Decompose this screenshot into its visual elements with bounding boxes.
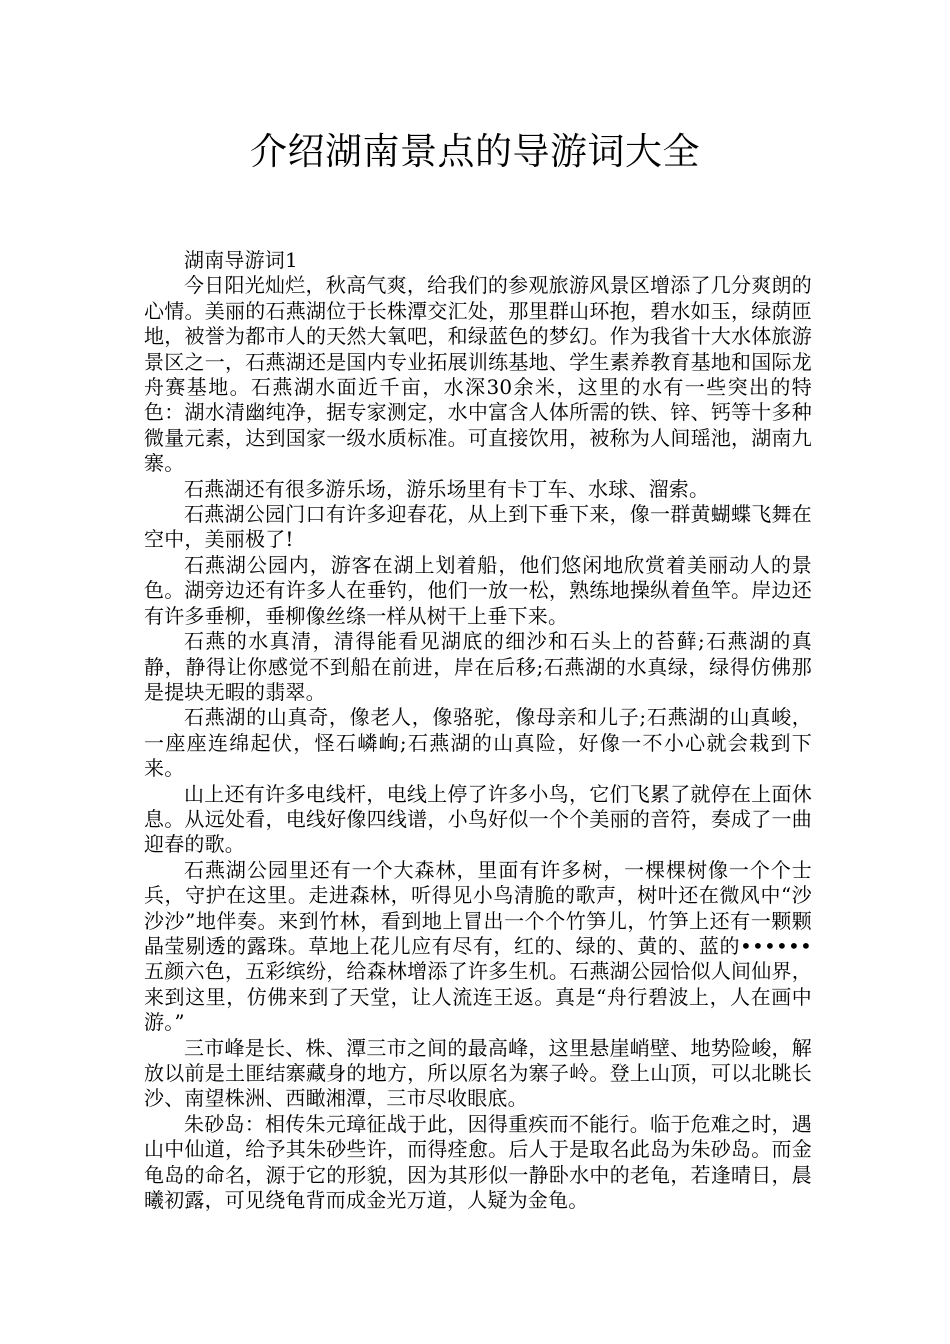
- paragraph: 石燕湖的山真奇，像老人，像骆驼，像母亲和儿子;石燕湖的山真峻，一座座连绵起伏，怪石嶙峋;石燕湖的山真险，好像一不小心就会栽到下来。: [144, 705, 812, 781]
- document-body: [144, 248, 812, 1213]
- paragraph: 石燕的水真清，清得能看见湖底的细沙和石头上的苔藓;石燕湖的真静，静得让你感觉不到船在前进，岸在后移;石燕湖的水真绿，绿得仿佛那是提块无暇的翡翠。: [144, 629, 812, 704]
- paragraph: 石燕湖公园门口有许多迎春花，从上到下垂下来，像一群黄蝴蝶飞舞在空中，美丽极了!: [144, 502, 812, 552]
- paragraph: 山上还有许多电线杆，电线上停了许多小鸟，它们飞累了就停在上面休息。从远处看，电线好像四线谱，小鸟好似一个个美丽的音符，奏成了一曲迎春的歌。: [144, 781, 812, 857]
- document-title: 介绍湖南景点的导游词大全: [250, 130, 700, 173]
- paragraph: 石燕湖还有很多游乐场，游乐场里有卡丁车、水球、溜索。: [184, 476, 710, 501]
- paragraph: 石燕湖公园内，游客在湖上划着船，他们悠闲地欣赏着美丽动人的景色。湖旁边还有许多人在垂钓，他们一放一松，熟练地操纵着鱼竿。岸边还有许多垂柳，垂柳像丝绦一样从树干上垂下来。: [144, 552, 812, 628]
- paragraph: 朱砂岛：相传朱元璋征战于此，因得重疾而不能行。临于危难之时，遇山中仙道，给予其朱砂些许，而得痊愈。后人于是取名此岛为朱砂岛。而金龟岛的命名，源于它的形貌，因为其形似一静卧水中的老龟，若逢晴日，晨曦初露，可见绕龟背而成金光万道，人疑为金龟。: [144, 1111, 812, 1213]
- paragraph: 石燕湖公园里还有一个大森林，里面有许多树，一棵棵树像一个个士兵，守护在这里。走进森林，听得见小鸟清脆的歌声，树叶还在微风中“沙沙沙”地伴奏。来到竹林，看到地上冒出一个个竹笋儿，竹笋上还有一颗颗晶莹剔透的露珠。草地上花儿应有尽有，红的、绿的、黄的、蓝的••••••五颜六色，五彩缤纷，给森林增添了许多生机。石燕湖公园恰似人间仙界，来到这里，仿佛来到了天堂，让人流连王返。真是“舟行碧波上，人在画中游。”: [144, 857, 812, 1035]
- section-heading: 湖南导游词1: [184, 248, 298, 272]
- paragraph: 三市峰是长、株、潭三市之间的最高峰，这里悬崖峭壁、地势险峻，解放以前是土匪结寨藏身的地方，所以原名为寨子岭。登上山顶，可以北眺长沙、南望株洲、西瞰湘潭，三市尽收眼底。: [144, 1035, 812, 1111]
- paragraph: 今日阳光灿烂，秋高气爽，给我们的参观旅游风景区增添了几分爽朗的心情。美丽的石燕湖位于长株潭交汇处，那里群山环抱，碧水如玉，绿荫匝地，被誉为都市人的天然大氧吧，和绿蓝色的梦幻。作为我省十大水体旅游景区之一，石燕湖还是国内专业拓展训练基地、学生素养教育基地和国际龙舟赛基地。石燕湖水面近千亩，水深30余米，这里的水有一些突出的特色：湖水清幽纯净，据专家测定，水中富含人体所需的铁、锌、钙等十多种微量元素，达到国家一级水质标准。可直接饮用，被称为人间瑶池，湖南九寨。: [144, 273, 812, 476]
